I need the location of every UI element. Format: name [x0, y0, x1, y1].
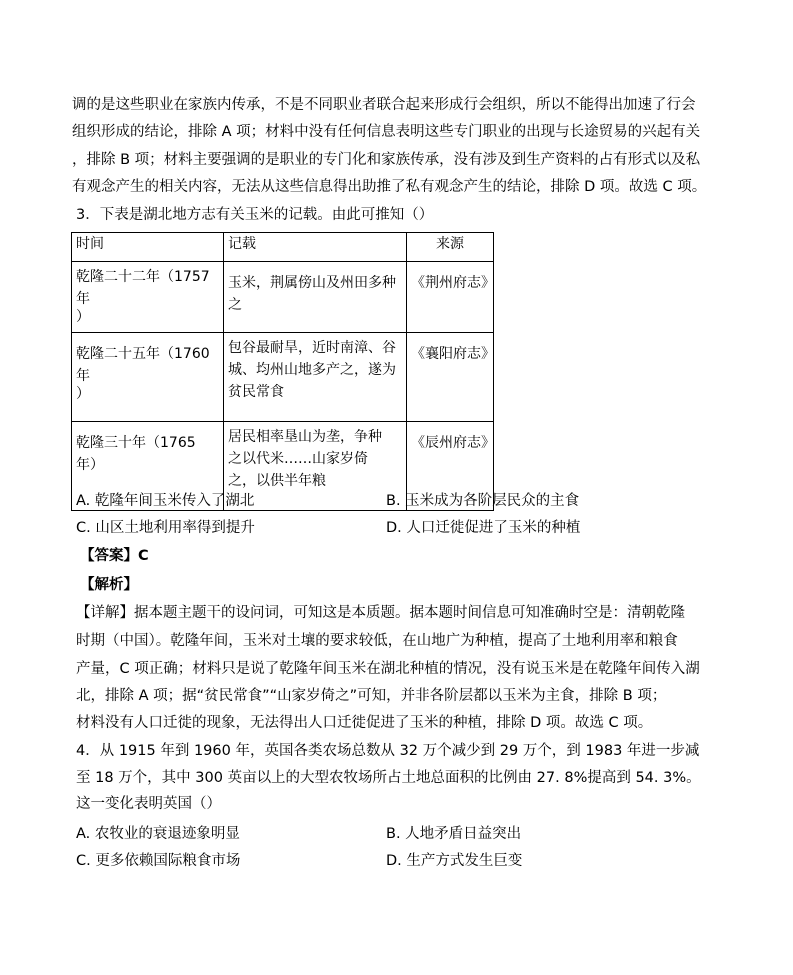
- header-record: 记载: [224, 233, 407, 262]
- answer-label: 【答案】C: [80, 548, 149, 564]
- header-source: 来源: [407, 233, 494, 262]
- cell-record: [224, 333, 407, 422]
- cell-record-line: 包谷最耐旱，近时南漳、谷: [228, 340, 396, 356]
- cell-time-line: 乾隆三十年（1765 年）: [76, 435, 196, 473]
- option-d: D. 人口迁徙促进了玉米的种植: [386, 520, 581, 536]
- question-3-table: [71, 232, 494, 511]
- cell-time-line: ）: [76, 386, 90, 402]
- table-header-row: [72, 233, 494, 262]
- analysis-line: 调的是这些职业在家族内传承，不是不同职业者联合起来形成行会组织，所以不能得出加速了行会: [72, 97, 696, 113]
- analysis-label: 【解析】: [80, 577, 138, 593]
- analysis-line: 组织形成的结论，排除 A 项；材料中没有任何信息表明这些专门职业的出现与长途贸易的兴起有关: [72, 124, 701, 140]
- cell-source: 《辰州府志》: [407, 422, 494, 511]
- analysis-line: 时期（中国）。乾隆年间，玉米对土壤的要求较低，在山地广为种植，提高了土地利用率和粮食: [76, 633, 678, 649]
- cell-source: 《襄阳府志》: [407, 333, 494, 422]
- option-b: B. 人地矛盾日益突出: [386, 826, 522, 842]
- cell-time-line: 乾隆二十二年（1757 年: [76, 269, 210, 307]
- analysis-line: 北，排除 A 项；据“贫民常食”“山家岁倚之”可知，并非各阶层都以玉米为主食，排除 B 项；: [76, 688, 667, 704]
- cell-time-line: 乾隆二十五年（1760 年: [76, 346, 210, 384]
- cell-record-line: 城、均州山地多产之，遂为: [228, 362, 396, 378]
- option-d: D. 生产方式发生巨变: [386, 853, 523, 869]
- table-row: [72, 262, 494, 333]
- cell-time-line: ）: [76, 309, 90, 325]
- cell-time: [72, 333, 224, 422]
- option-b: B. 玉米成为各阶层民众的主食: [386, 493, 580, 509]
- header-time: 时间: [72, 233, 224, 262]
- analysis-line: 材料没有人口迁徙的现象，无法得出人口迁徙促进了玉米的种植，排除 D 项。故选 C 项。: [76, 715, 653, 731]
- question-4-stem: 这一变化表明英国（）: [76, 796, 221, 812]
- cell-record-line: 之，以供半年粮: [228, 473, 326, 489]
- cell-record-line: 居民相率垦山为垄，争种: [228, 429, 382, 445]
- option-a: A. 乾隆年间玉米传入了湖北: [76, 493, 255, 509]
- cell-time: [72, 262, 224, 333]
- option-c: C. 更多依赖国际粮食市场: [76, 853, 241, 869]
- question-4-stem: 4．从 1915 年到 1960 年，英国各类农场总数从 32 万个减少到 29 万个，到 1983 年进一步减: [76, 743, 700, 759]
- cell-record-line: 贫民常食: [228, 384, 284, 400]
- question-4-stem: 至 18 万个，其中 300 英亩以上的大型农牧场所占土地总面积的比例由 27. 8%提高到 54. 3%。: [76, 770, 701, 786]
- analysis-line: 有观念产生的相关内容，无法从这些信息得出助推了私有观念产生的结论，排除 D 项。故选 C 项。: [72, 179, 707, 195]
- analysis-line: ，排除 B 项；材料主要强调的是职业的专门化和家族传承，没有涉及到生产资料的占有形式以及私: [72, 152, 701, 168]
- cell-record-line: 玉米，荆属傍山及州田多种之: [228, 275, 396, 313]
- analysis-line: 【详解】据本题主题干的设问词，可知这是本质题。据本题时间信息可知准确时空是：清朝乾隆: [76, 605, 685, 621]
- cell-source: 《荆州府志》: [407, 262, 494, 333]
- option-c: C. 山区土地利用率得到提升: [76, 520, 255, 536]
- question-3-stem: 3．下表是湖北地方志有关玉米的记载。由此可推知（）: [76, 207, 434, 223]
- analysis-line: 产量，C 项正确；材料只是说了乾隆年间玉米在湖北种植的情况，没有说玉米是在乾隆年间传入湖: [76, 661, 700, 677]
- option-a: A. 农牧业的衰退迹象明显: [76, 826, 240, 842]
- table-row: [72, 333, 494, 422]
- cell-record: [224, 262, 407, 333]
- cell-record-line: 之以代米……山家岁倚: [228, 451, 368, 467]
